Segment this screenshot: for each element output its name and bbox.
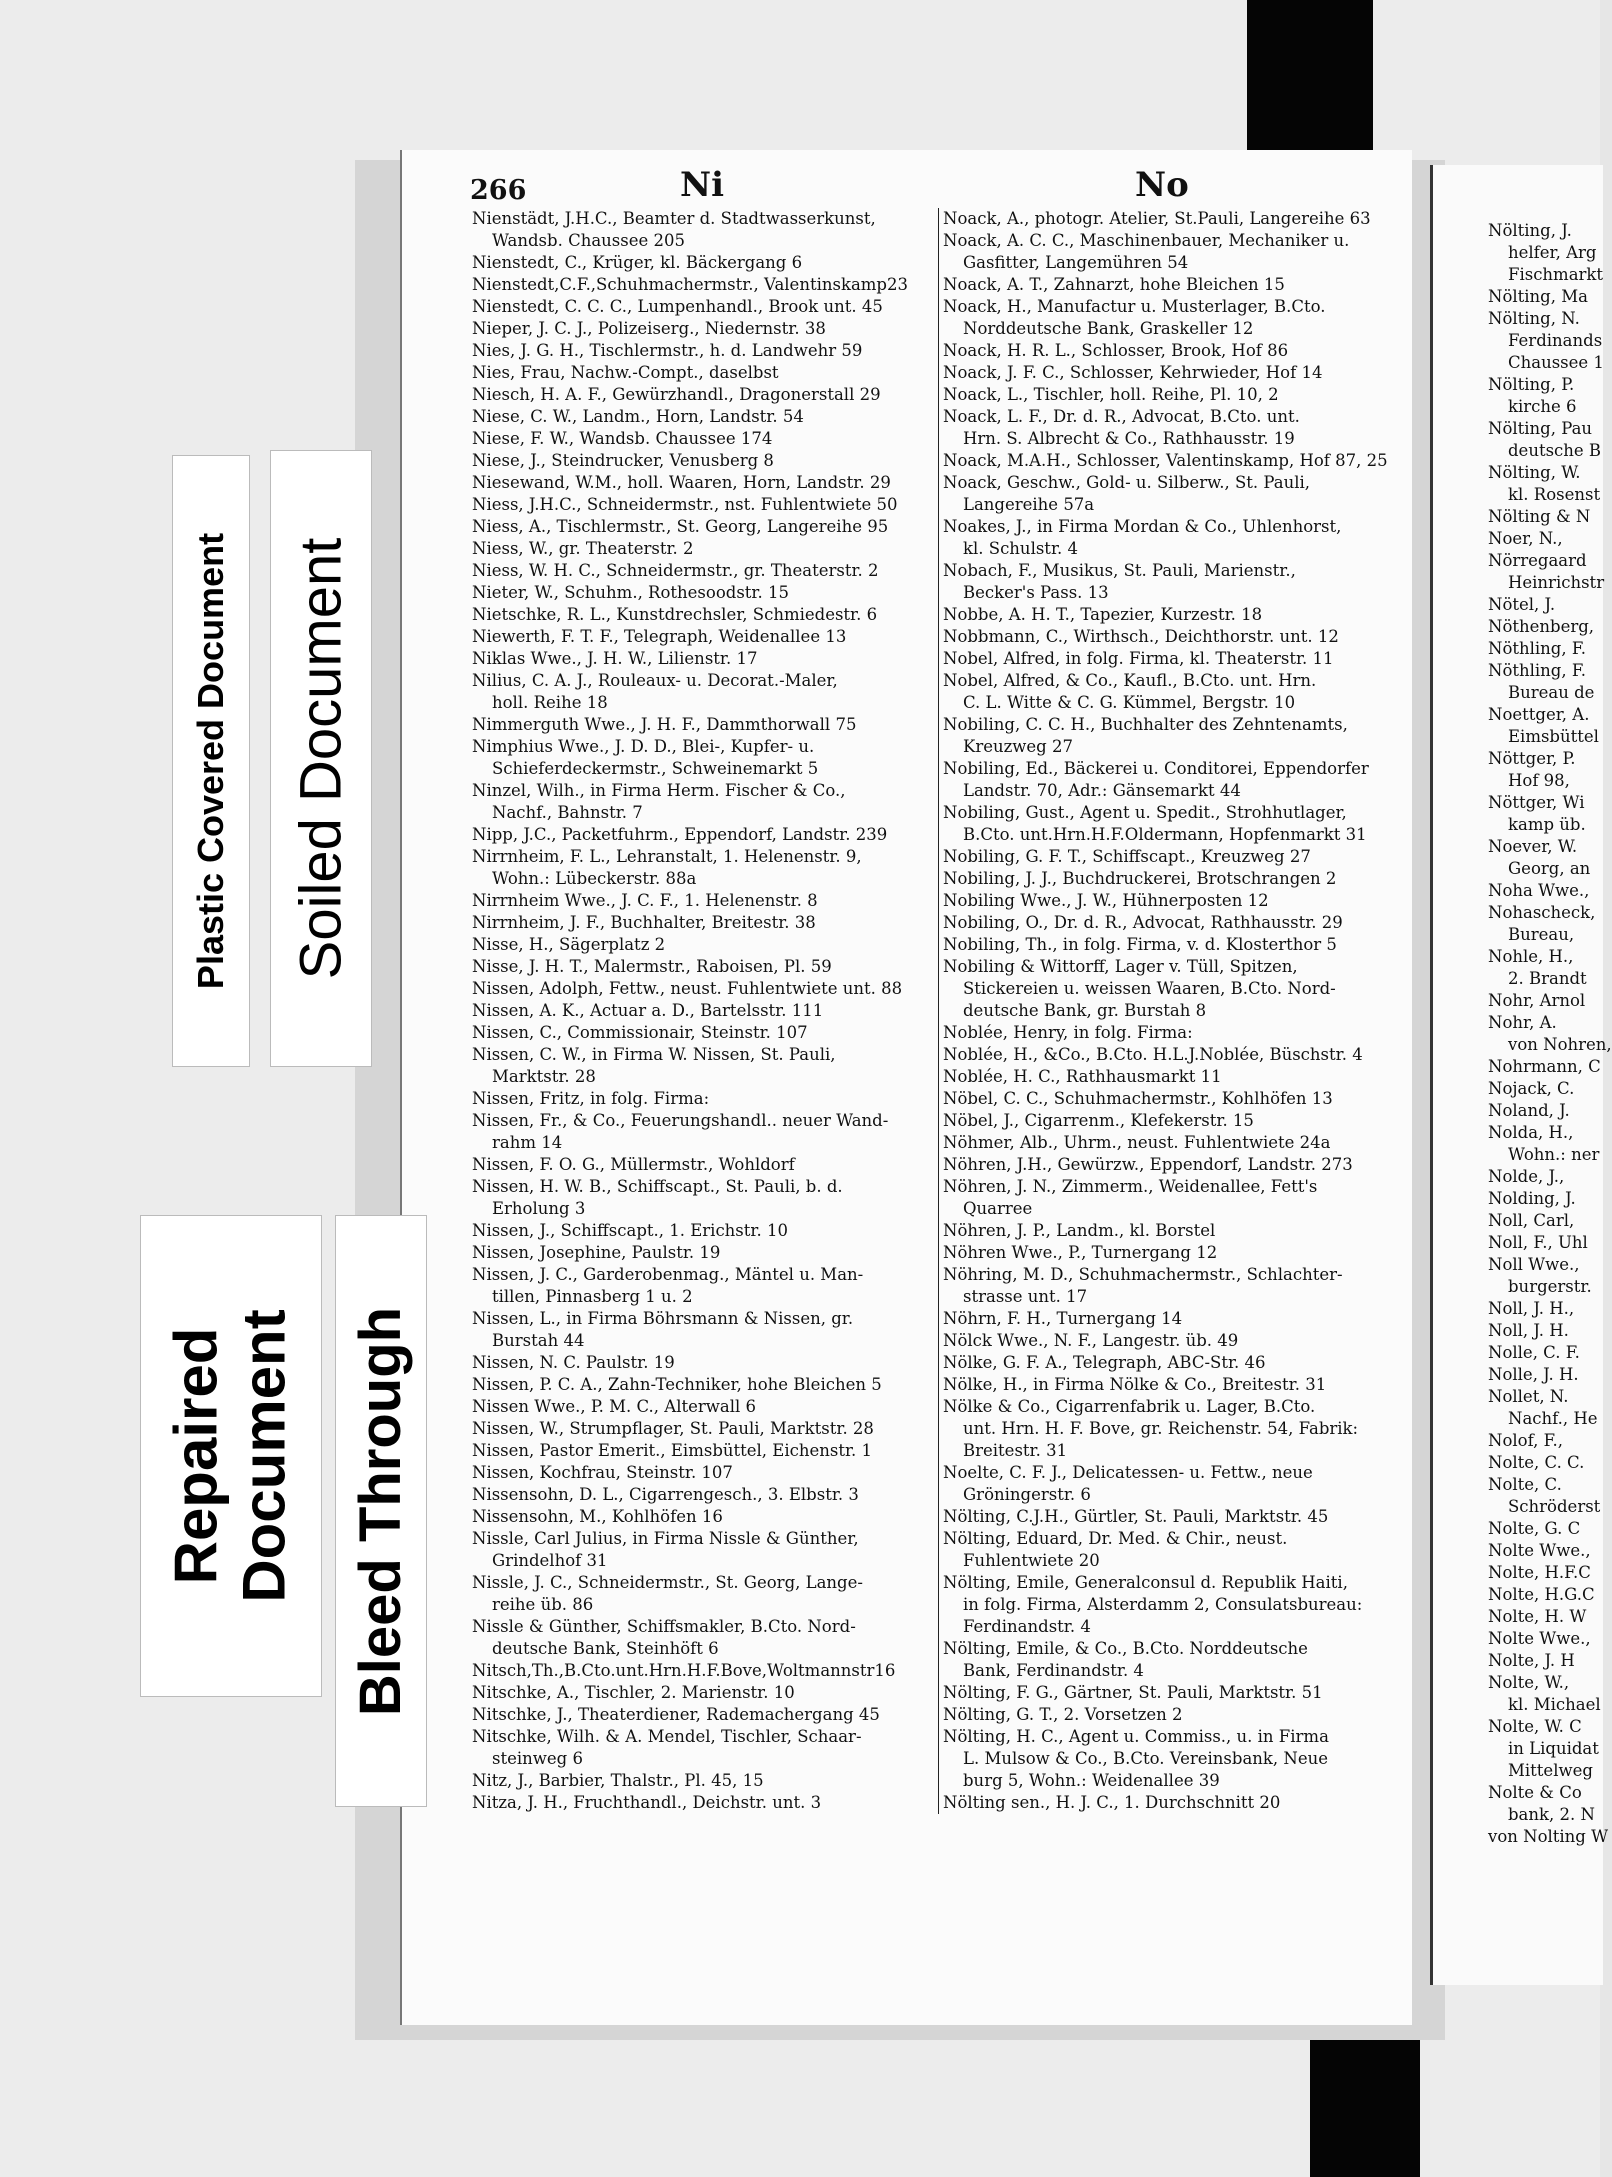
label-repaired xyxy=(140,1215,322,1697)
directory-entry: Wandsb. Chaussee 205 xyxy=(492,231,685,250)
directory-entry: Niess, W., gr. Theaterstr. 2 xyxy=(472,539,694,558)
directory-entry: Hrn. S. Albrecht & Co., Rathhausstr. 19 xyxy=(963,429,1295,448)
directory-entry: Schröderst xyxy=(1508,1497,1601,1516)
directory-entry: Niese, C. W., Landm., Horn, Landstr. 54 xyxy=(472,407,804,426)
label-text: Soiled Document xyxy=(288,537,354,980)
directory-entry: Nobel, Alfred, & Co., Kaufl., B.Cto. unt. Hrn. xyxy=(943,671,1317,690)
directory-entry: Noblée, Henry, in folg. Firma: xyxy=(943,1023,1193,1042)
directory-entry: Nöbel, J., Cigarrenm., Klefekerstr. 15 xyxy=(943,1111,1254,1130)
directory-entry: Ninzel, Wilh., in Firma Herm. Fischer & Co., xyxy=(472,781,846,800)
label-text: Bleed Through xyxy=(348,1306,414,1716)
directory-entry: Bank, Ferdinandstr. 4 xyxy=(963,1661,1144,1680)
directory-entry: Becker's Pass. 13 xyxy=(963,583,1109,602)
directory-entry: Gröningerstr. 6 xyxy=(963,1485,1091,1504)
directory-entry: Nimphius Wwe., J. D. D., Blei-, Kupfer- u. xyxy=(472,737,815,756)
directory-entry: Nolda, H., xyxy=(1488,1123,1574,1142)
directory-entry: Nissensohn, D. L., Cigarrengesch., 3. Elbstr. 3 xyxy=(472,1485,859,1504)
directory-entry: Nissen, Fr., & Co., Feuerungshandl.. neuer Wand- xyxy=(472,1111,889,1130)
label-soiled xyxy=(270,450,372,1067)
directory-entry: Niess, J.H.C., Schneidermstr., nst. Fuhlentwiete 50 xyxy=(472,495,898,514)
directory-entry: deutsche B xyxy=(1508,441,1602,460)
directory-entry: Nissle & Günther, Schiffsmakler, B.Cto. Nord- xyxy=(472,1617,856,1636)
directory-entry: Nirrnheim, F. L., Lehranstalt, 1. Helenenstr. 9, xyxy=(472,847,862,866)
directory-entry: Nölting, P. xyxy=(1488,375,1575,394)
directory-entry: Nissen, Kochfrau, Steinstr. 107 xyxy=(472,1463,733,1482)
directory-entry: Nachf., Bahnstr. 7 xyxy=(492,803,643,822)
directory-entry: Burstah 44 xyxy=(492,1331,585,1350)
directory-entry: Noha Wwe., xyxy=(1488,881,1590,900)
right-column xyxy=(938,208,1407,1814)
directory-entry: Nojack, C. xyxy=(1488,1079,1575,1098)
directory-entry: Noblée, H., &Co., B.Cto. H.L.J.Noblée, Büschstr. 4 xyxy=(943,1045,1363,1064)
page-number: 266 xyxy=(470,175,527,206)
directory-entry: Nölting, F. G., Gärtner, St. Pauli, Marktstr. 51 xyxy=(943,1683,1323,1702)
directory-entry: Nolte, G. C xyxy=(1488,1519,1581,1538)
directory-entry: tillen, Pinnasberg 1 u. 2 xyxy=(492,1287,693,1306)
directory-entry: Nölting, N. xyxy=(1488,309,1580,328)
directory-entry: L. Mulsow & Co., B.Cto. Vereinsbank, Neue xyxy=(963,1749,1329,1768)
directory-entry: Nöhring, M. D., Schuhmachermstr., Schlachter- xyxy=(943,1265,1343,1284)
directory-entry: Niese, F. W., Wandsb. Chaussee 174 xyxy=(472,429,773,448)
directory-entry: Nitza, J. H., Fruchthandl., Deichstr. unt. 3 xyxy=(472,1793,822,1812)
directory-entry: Nobiling, Gust., Agent u. Spedit., Strohhutlager, xyxy=(943,803,1347,822)
directory-entry: Nolte, J. H xyxy=(1488,1651,1575,1670)
directory-entry: Nobiling, Ed., Bäckerei u. Conditorei, Eppendorfer xyxy=(943,759,1369,778)
directory-entry: Nobiling, J. J., Buchdruckerei, Brotschrangen 2 xyxy=(943,869,1337,888)
directory-entry: Niesewand, W.M., holl. Waaren, Horn, Landstr. 29 xyxy=(472,473,891,492)
directory-entry: bank, 2. N xyxy=(1508,1805,1595,1824)
directory-entry: Noack, Geschw., Gold- u. Silberw., St. Pauli, xyxy=(943,473,1311,492)
directory-entry: Nölke, G. F. A., Telegraph, ABC-Str. 46 xyxy=(943,1353,1266,1372)
directory-entry: Nollet, N. xyxy=(1488,1387,1569,1406)
directory-entry: Nitschke, A., Tischler, 2. Marienstr. 10 xyxy=(472,1683,795,1702)
directory-entry: Nitschke, Wilh. & A. Mendel, Tischler, Schaar- xyxy=(472,1727,862,1746)
directory-entry: Chaussee 1 xyxy=(1508,353,1604,372)
directory-entry: Kreuzweg 27 xyxy=(963,737,1073,756)
directory-entry: strasse unt. 17 xyxy=(963,1287,1088,1306)
directory-entry: Nobiling Wwe., J. W., Hühnerposten 12 xyxy=(943,891,1269,910)
directory-entry: Hof 98, xyxy=(1508,771,1570,790)
directory-entry: Nolte, H.F.C xyxy=(1488,1563,1591,1582)
directory-entry: Nöhmer, Alb., Uhrm., neust. Fuhlentwiete 24a xyxy=(943,1133,1331,1152)
directory-entry: Noack, L. F., Dr. d. R., Advocat, B.Cto. unt. xyxy=(943,407,1300,426)
directory-entry: Nissle, Carl Julius, in Firma Nissle & Günther, xyxy=(472,1529,859,1548)
directory-entry: von Nolting W xyxy=(1488,1827,1609,1846)
directory-entry: Ferdinands xyxy=(1508,331,1603,350)
directory-entry: 2. Brandt xyxy=(1508,969,1587,988)
directory-entry: Nölting, G. T., 2. Vorsetzen 2 xyxy=(943,1705,1183,1724)
directory-entry: Nölting, Emile, Generalconsul d. Republik Haiti, xyxy=(943,1573,1348,1592)
directory-entry: Noland, J. xyxy=(1488,1101,1570,1120)
directory-entry: Niess, W. H. C., Schneidermstr., gr. Theaterstr. 2 xyxy=(472,561,879,580)
directory-entry: Nissen, F. O. G., Müllermstr., Wohldorf xyxy=(472,1155,795,1174)
directory-entry: burg 5, Wohn.: Weidenallee 39 xyxy=(963,1771,1220,1790)
directory-entry: Nöhren Wwe., P., Turnergang 12 xyxy=(943,1243,1218,1262)
directory-entry: von Nohren, xyxy=(1508,1035,1612,1054)
directory-entry: Nöhren, J. N., Zimmerm., Weidenallee, Fett's xyxy=(943,1177,1318,1196)
directory-entry: Marktstr. 28 xyxy=(492,1067,596,1086)
directory-entry: Nölke & Co., Cigarrenfabrik u. Lager, B.Cto. xyxy=(943,1397,1316,1416)
directory-entry: Nobbmann, C., Wirthsch., Deichthorstr. unt. 12 xyxy=(943,627,1339,646)
directory-entry: Nissen, J. C., Garderobenmag., Mäntel u. Man- xyxy=(472,1265,864,1284)
directory-entry: Nissle, J. C., Schneidermstr., St. Georg, Lange- xyxy=(472,1573,863,1592)
next-page-fragments xyxy=(1488,220,1612,1848)
directory-entry: Nobiling, O., Dr. d. R., Advocat, Rathhausstr. 29 xyxy=(943,913,1343,932)
directory-entry: Nitschke, J., Theaterdiener, Rademachergang 45 xyxy=(472,1705,880,1724)
directory-entry: Mittelweg xyxy=(1508,1761,1593,1780)
directory-entry: Nolof, F., xyxy=(1488,1431,1563,1450)
directory-entry: Erholung 3 xyxy=(492,1199,586,1218)
directory-entry: Noack, H., Manufactur u. Musterlager, B.Cto. xyxy=(943,297,1326,316)
directory-entry: Noack, A. C. C., Maschinenbauer, Mechaniker u. xyxy=(943,231,1350,250)
directory-entry: Noettger, A. xyxy=(1488,705,1590,724)
directory-entry: Nölting, H. C., Agent u. Commiss., u. in Firma xyxy=(943,1727,1329,1746)
directory-entry: Ferdinandstr. 4 xyxy=(963,1617,1091,1636)
directory-entry: Nölke, H., in Firma Nölke & Co., Breitestr. 31 xyxy=(943,1375,1327,1394)
directory-entry: Nissen, L., in Firma Böhrsmann & Nissen, gr. xyxy=(472,1309,854,1328)
directory-entry: Nienstedt, C. C. C., Lumpenhandl., Brook unt. 45 xyxy=(472,297,883,316)
directory-entry: Niewerth, F. T. F., Telegraph, Weidenallee 13 xyxy=(472,627,847,646)
directory-entry: Nissen, Adolph, Fettw., neust. Fuhlentwiete unt. 88 xyxy=(472,979,903,998)
directory-entry: kl. Rosenst xyxy=(1508,485,1601,504)
directory-entry: Nissen, J., Schiffscapt., 1. Erichstr. 10 xyxy=(472,1221,788,1240)
directory-entry: deutsche Bank, Steinhöft 6 xyxy=(492,1639,719,1658)
directory-entry: Nölting, Pau xyxy=(1488,419,1593,438)
directory-entry: Nolte, H.G.C xyxy=(1488,1585,1595,1604)
directory-entry: Nieper, J. C. J., Polizeiserg., Niedernstr. 38 xyxy=(472,319,826,338)
label-plastic-covered xyxy=(172,455,250,1067)
directory-entry: Quarree xyxy=(963,1199,1033,1218)
directory-entry: Fuhlentwiete 20 xyxy=(963,1551,1100,1570)
directory-entry: Nissen, Fritz, in folg. Firma: xyxy=(472,1089,710,1108)
directory-entry: Nöhren, J.H., Gewürzw., Eppendorf, Landstr. 273 xyxy=(943,1155,1353,1174)
directory-entry: Nolte, W. C xyxy=(1488,1717,1582,1736)
directory-entry: kl. Schulstr. 4 xyxy=(963,539,1079,558)
directory-entry: Langereihe 57a xyxy=(963,495,1095,514)
directory-entry: Nöttger, Wi xyxy=(1488,793,1585,812)
directory-entry: Nolte, C. xyxy=(1488,1475,1562,1494)
directory-entry: Nilius, C. A. J., Rouleaux- u. Decorat.-Maler, xyxy=(472,671,838,690)
directory-entry: Nobiling & Wittorff, Lager v. Tüll, Spitzen, xyxy=(943,957,1298,976)
label-text: Repaired Document xyxy=(163,1309,298,1603)
directory-entry: kl. Michael xyxy=(1508,1695,1601,1714)
directory-entry: reihe üb. 86 xyxy=(492,1595,594,1614)
label-text: Plastic Covered Document xyxy=(190,532,232,990)
directory-entry: Nitz, J., Barbier, Thalstr., Pl. 45, 15 xyxy=(472,1771,764,1790)
directory-entry: Nissen, P. C. A., Zahn-Techniker, hohe Bleichen 5 xyxy=(472,1375,882,1394)
directory-entry: Nölting, Ma xyxy=(1488,287,1588,306)
directory-entry: Nohr, A. xyxy=(1488,1013,1557,1032)
directory-entry: Wohn.: Lübeckerstr. 88a xyxy=(492,869,697,888)
directory-entry: Nolle, C. F. xyxy=(1488,1343,1580,1362)
directory-entry: Nissen, Pastor Emerit., Eimsbüttel, Eichenstr. 1 xyxy=(472,1441,873,1460)
directory-entry: Nissen, C., Commissionair, Steinstr. 107 xyxy=(472,1023,808,1042)
directory-entry: Nirrnheim Wwe., J. C. F., 1. Helenenstr. 8 xyxy=(472,891,818,910)
directory-entry: Nohascheck, xyxy=(1488,903,1596,922)
directory-entry: Nolte, W., xyxy=(1488,1673,1570,1692)
directory-entry: Nipp, J.C., Packetfuhrm., Eppendorf, Landstr. 239 xyxy=(472,825,888,844)
left-column xyxy=(472,208,935,1814)
directory-entry: Niese, J., Steindrucker, Venusberg 8 xyxy=(472,451,774,470)
directory-entry: Nobiling, C. C. H., Buchhalter des Zehntenamts, xyxy=(943,715,1348,734)
directory-entry: Nölting, C.J.H., Gürtler, St. Pauli, Marktstr. 45 xyxy=(943,1507,1329,1526)
directory-entry: Nöthenberg, xyxy=(1488,617,1595,636)
directory-entry: Nienstädt, J.H.C., Beamter d. Stadtwasserkunst, xyxy=(472,209,876,228)
directory-entry: holl. Reihe 18 xyxy=(492,693,608,712)
directory-entry: Nolte Wwe., xyxy=(1488,1541,1591,1560)
directory-entry: Nölck Wwe., N. F., Langestr. üb. 49 xyxy=(943,1331,1239,1350)
directory-entry: Nolte, C. C. xyxy=(1488,1453,1585,1472)
directory-entry: Nölting, Emile, & Co., B.Cto. Norddeutsche xyxy=(943,1639,1308,1658)
directory-entry: Nimmerguth Wwe., J. H. F., Dammthorwall 75 xyxy=(472,715,857,734)
directory-entry: Wohn.: ner xyxy=(1508,1145,1600,1164)
directory-entry: kamp üb. xyxy=(1508,815,1586,834)
directory-entry: Noll Wwe., xyxy=(1488,1255,1580,1274)
directory-entry: Noakes, J., in Firma Mordan & Co., Uhlenhorst, xyxy=(943,517,1342,536)
directory-entry: Nolte Wwe., xyxy=(1488,1629,1591,1648)
directory-entry: Nölting, J. xyxy=(1488,221,1572,240)
directory-entry: Noack, A., photogr. Atelier, St.Pauli, Langereihe 63 xyxy=(943,209,1371,228)
directory-entry: Nohle, H., xyxy=(1488,947,1574,966)
directory-entry: Nobiling, G. F. T., Schiffscapt., Kreuzweg 27 xyxy=(943,847,1311,866)
directory-entry: Nies, J. G. H., Tischlermstr., h. d. Landwehr 59 xyxy=(472,341,863,360)
directory-entry: Landstr. 70, Adr.: Gänsemarkt 44 xyxy=(963,781,1241,800)
directory-entry: Nötel, J. xyxy=(1488,595,1556,614)
directory-entry: Noack, L., Tischler, holl. Reihe, Pl. 10, 2 xyxy=(943,385,1279,404)
directory-entry: helfer, Arg xyxy=(1508,243,1597,262)
directory-entry: Nissensohn, M., Kohlhöfen 16 xyxy=(472,1507,723,1526)
directory-entry: Nörregaard xyxy=(1488,551,1587,570)
directory-entry: Norddeutsche Bank, Graskeller 12 xyxy=(963,319,1254,338)
directory-entry: Nissen, N. C. Paulstr. 19 xyxy=(472,1353,675,1372)
directory-entry: Nobbe, A. H. T., Tapezier, Kurzestr. 18 xyxy=(943,605,1263,624)
directory-entry: Nölting, W. xyxy=(1488,463,1581,482)
directory-entry: rahm 14 xyxy=(492,1133,563,1152)
directory-entry: Nitsch,Th.,B.Cto.unt.Hrn.H.F.Bove,Woltmannstr16 xyxy=(472,1661,896,1680)
directory-entry: Nöhrn, F. H., Turnergang 14 xyxy=(943,1309,1183,1328)
running-head-right: No xyxy=(1135,165,1189,205)
directory-entry: Bureau, xyxy=(1508,925,1575,944)
directory-entry: Noack, A. T., Zahnarzt, hohe Bleichen 15 xyxy=(943,275,1285,294)
directory-entry: Nohr, Arnol xyxy=(1488,991,1586,1010)
directory-entry: Nobel, Alfred, in folg. Firma, kl. Theaterstr. 11 xyxy=(943,649,1334,668)
directory-entry: Nolding, J. xyxy=(1488,1189,1576,1208)
directory-entry: Nöthling, F. xyxy=(1488,661,1586,680)
directory-entry: Bureau de xyxy=(1508,683,1595,702)
directory-entry: Nissen, H. W. B., Schiffscapt., St. Pauli, b. d. xyxy=(472,1177,843,1196)
directory-entry: Nölting, Eduard, Dr. Med. & Chir., neust. xyxy=(943,1529,1288,1548)
directory-entry: unt. Hrn. H. F. Bove, gr. Reichenstr. 54, Fabrik: xyxy=(963,1419,1359,1438)
directory-entry: Stickereien u. weissen Waaren, B.Cto. Nord- xyxy=(963,979,1336,998)
directory-entry: Nobach, F., Musikus, St. Pauli, Marienstr., xyxy=(943,561,1296,580)
directory-entry: Nolte, H. W xyxy=(1488,1607,1587,1626)
directory-entry: Nobiling, Th., in folg. Firma, v. d. Klosterthor 5 xyxy=(943,935,1337,954)
directory-entry: Nienstedt, C., Krüger, kl. Bäckergang 6 xyxy=(472,253,803,272)
directory-entry: in Liquidat xyxy=(1508,1739,1599,1758)
directory-entry: Noever, W. xyxy=(1488,837,1578,856)
directory-entry: Nachf., He xyxy=(1508,1409,1598,1428)
directory-entry: Schieferdeckermstr., Schweinemarkt 5 xyxy=(492,759,819,778)
directory-entry: Niess, A., Tischlermstr., St. Georg, Langereihe 95 xyxy=(472,517,889,536)
directory-entry: Nienstedt,C.F.,Schuhmachermstr., Valentinskamp23 xyxy=(472,275,908,294)
label-bleed-through xyxy=(335,1215,427,1807)
directory-entry: Noll, J. H. xyxy=(1488,1321,1569,1340)
directory-entry: Nöttger, P. xyxy=(1488,749,1576,768)
directory-entry: Noack, H. R. L., Schlosser, Brook, Hof 86 xyxy=(943,341,1289,360)
directory-entry: kirche 6 xyxy=(1508,397,1577,416)
running-head-left: Ni xyxy=(680,165,724,205)
directory-entry: Eimsbüttel xyxy=(1508,727,1599,746)
directory-entry: Nissen Wwe., P. M. C., Alterwall 6 xyxy=(472,1397,757,1416)
directory-entry: deutsche Bank, gr. Burstah 8 xyxy=(963,1001,1207,1020)
directory-entry: Nissen, W., Strumpflager, St. Pauli, Marktstr. 28 xyxy=(472,1419,874,1438)
directory-entry: Nöthling, F. xyxy=(1488,639,1586,658)
directory-entry: Nöbel, C. C., Schuhmachermstr., Kohlhöfen 13 xyxy=(943,1089,1333,1108)
directory-entry: Nolde, J., xyxy=(1488,1167,1565,1186)
directory-entry: steinweg 6 xyxy=(492,1749,583,1768)
directory-entry: Nöhren, J. P., Landm., kl. Borstel xyxy=(943,1221,1216,1240)
directory-entry: Noblée, H. C., Rathhausmarkt 11 xyxy=(943,1067,1222,1086)
directory-entry: Gasfitter, Langemühren 54 xyxy=(963,253,1189,272)
directory-entry: B.Cto. unt.Hrn.H.F.Oldermann, Hopfenmarkt 31 xyxy=(963,825,1367,844)
directory-entry: Nissen, Josephine, Paulstr. 19 xyxy=(472,1243,721,1262)
directory-entry: Nissen, A. K., Actuar a. D., Bartelsstr. 111 xyxy=(472,1001,824,1020)
directory-entry: Nisse, H., Sägerplatz 2 xyxy=(472,935,666,954)
directory-entry: Noll, Carl, xyxy=(1488,1211,1575,1230)
directory-entry: Nolle, J. H. xyxy=(1488,1365,1579,1384)
directory-entry: Nirrnheim, J. F., Buchhalter, Breitestr. 38 xyxy=(472,913,816,932)
directory-entry: Nölting & N xyxy=(1488,507,1591,526)
directory-entry: Fischmarkt xyxy=(1508,265,1604,284)
directory-entry: Niesch, H. A. F., Gewürzhandl., Dragonerstall 29 xyxy=(472,385,881,404)
directory-entry: Nohrmann, C xyxy=(1488,1057,1601,1076)
directory-entry: burgerstr. xyxy=(1508,1277,1592,1296)
directory-entry: Noer, N., xyxy=(1488,529,1563,548)
directory-entry: Noack, M.A.H., Schlosser, Valentinskamp, Hof 87, 25 xyxy=(943,451,1388,470)
directory-entry: Georg, an xyxy=(1508,859,1591,878)
directory-entry: in folg. Firma, Alsterdamm 2, Consulatsbureau: xyxy=(963,1595,1363,1614)
directory-entry: Nölting sen., H. J. C., 1. Durchschnitt 20 xyxy=(943,1793,1281,1812)
directory-entry: Breitestr. 31 xyxy=(963,1441,1068,1460)
directory-entry: Nieter, W., Schuhm., Rothesoodstr. 15 xyxy=(472,583,789,602)
directory-entry: Heinrichstr xyxy=(1508,573,1605,592)
directory-entry: Noll, F., Uhl xyxy=(1488,1233,1588,1252)
directory-entry: Niklas Wwe., J. H. W., Lilienstr. 17 xyxy=(472,649,758,668)
directory-entry: Grindelhof 31 xyxy=(492,1551,608,1570)
directory-entry: Noack, J. F. C., Schlosser, Kehrwieder, Hof 14 xyxy=(943,363,1323,382)
directory-entry: Nies, Frau, Nachw.-Compt., daselbst xyxy=(472,363,779,382)
directory-entry: Nissen, C. W., in Firma W. Nissen, St. Pauli, xyxy=(472,1045,836,1064)
directory-entry: Nisse, J. H. T., Malermstr., Raboisen, Pl. 59 xyxy=(472,957,832,976)
directory-entry: Nolte & Co xyxy=(1488,1783,1582,1802)
directory-entry: Nietschke, R. L., Kunstdrechsler, Schmiedestr. 6 xyxy=(472,605,878,624)
directory-entry: Noll, J. H., xyxy=(1488,1299,1575,1318)
directory-entry: C. L. Witte & C. G. Kümmel, Bergstr. 10 xyxy=(963,693,1296,712)
directory-entry: Noelte, C. F. J., Delicatessen- u. Fettw., neue xyxy=(943,1463,1313,1482)
